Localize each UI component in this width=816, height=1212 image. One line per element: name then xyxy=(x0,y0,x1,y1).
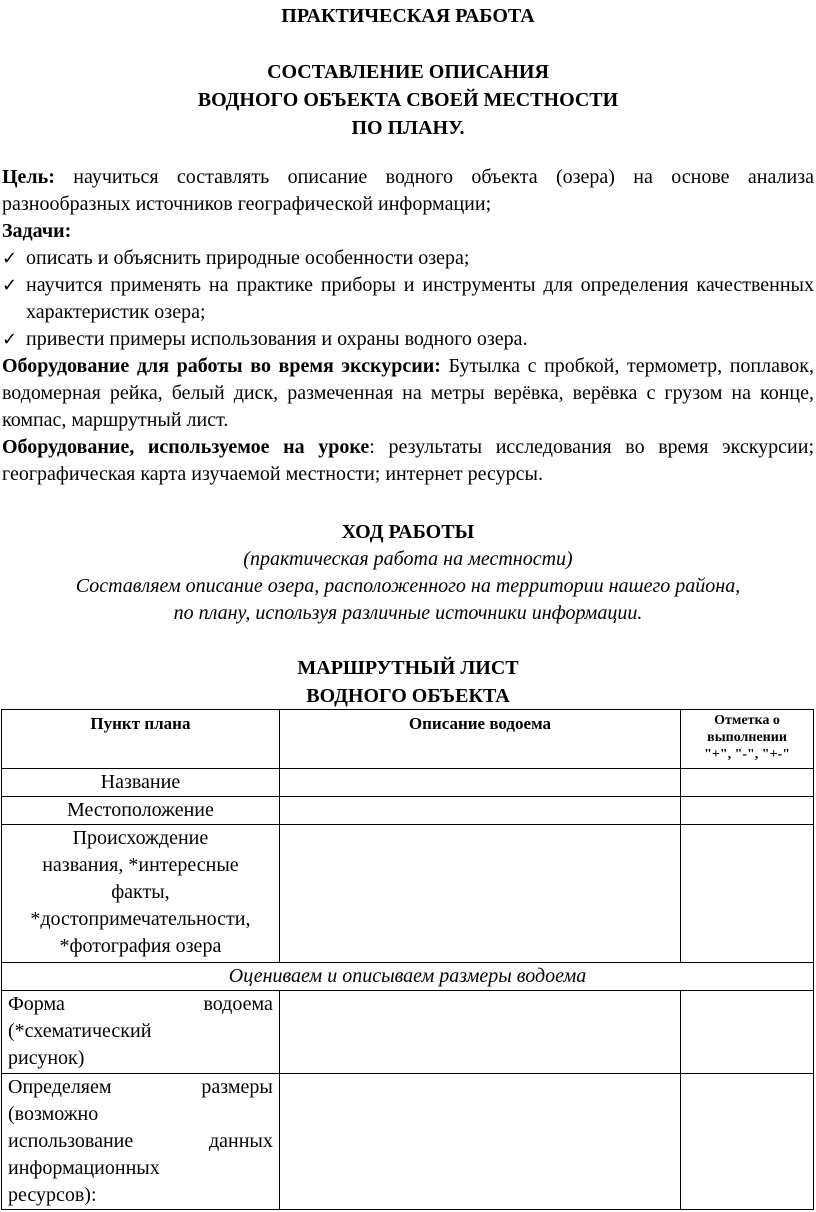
subtitle-line-3: ПО ПЛАНУ. xyxy=(351,117,465,139)
header-description: Описание водоема xyxy=(279,710,680,769)
subtitle-line-2: ВОДНОГО ОБЪЕКТА СВОЕЙ МЕСТНОСТИ xyxy=(197,89,619,111)
task-item: ✓ описать и объяснить природные особенности озера; xyxy=(2,245,814,272)
equipment-lesson: Оборудование, используемое на уроке: результаты исследования во время экскурсии; географическая карта изучаемой местности; интернет ресурсы. xyxy=(2,436,814,485)
checkmark-icon: ✓ xyxy=(2,275,18,296)
mark-cell-shape[interactable] xyxy=(681,991,814,1074)
equipment-excursion: Оборудование для работы во время экскурсии: Бутылка с пробкой, термометр, поплавок, водомерная рейка, белый диск, размеченная на метры верёвка, верёвка с грузом на конце, компас, маршрутный лист. xyxy=(2,355,814,431)
goal-section xyxy=(2,164,814,488)
table-row xyxy=(2,1074,814,1210)
goal-label: Цель: xyxy=(2,166,55,188)
table-row xyxy=(2,797,814,825)
progress-line-1: Составляем описание озера, расположенного на территории нашего района, xyxy=(75,575,741,597)
mark-cell-name[interactable] xyxy=(681,769,814,797)
row-label-size: Определяем размеры (возможно использование данных информационных ресурсов): xyxy=(2,1074,280,1210)
description-cell-location[interactable] xyxy=(279,797,680,825)
table-section-row xyxy=(2,963,814,991)
route-sheet-title-2: ВОДНОГО ОБЪЕКТА xyxy=(306,685,510,707)
progress-subtitle: (практическая работа на местности) xyxy=(243,548,573,570)
description-cell-shape[interactable] xyxy=(279,991,680,1074)
route-sheet-table xyxy=(1,709,814,1210)
section-header-size: Оцениваем и описываем размеры водоема xyxy=(2,963,814,991)
progress-title: ХОД РАБОТЫ xyxy=(341,521,475,543)
subtitle-line-1: СОСТАВЛЕНИЕ ОПИСАНИЯ xyxy=(267,61,549,83)
route-sheet-title-1: МАРШРУТНЫЙ ЛИСТ xyxy=(297,657,519,679)
table-row xyxy=(2,991,814,1074)
header-plan-item: Пункт плана xyxy=(2,710,280,769)
progress-line-2: по плану, используя различные источники информации. xyxy=(173,602,643,624)
row-label-location: Местоположение xyxy=(2,797,280,825)
table-header-row xyxy=(2,710,814,769)
description-cell-origin[interactable] xyxy=(279,825,680,963)
page-title: ПРАКТИЧЕСКАЯ РАБОТА xyxy=(281,5,535,27)
goal-text: научиться составлять описание водного объекта (озера) на основе анализа разнообразных источников географической информации; xyxy=(2,166,814,215)
table-row xyxy=(2,769,814,797)
task-item: ✓ научится применять на практике приборы и инструменты для определения качественных характеристик озера; xyxy=(2,274,814,323)
checkmark-icon: ✓ xyxy=(2,248,18,269)
mark-cell-size[interactable] xyxy=(681,1074,814,1210)
checkmark-icon: ✓ xyxy=(2,329,18,350)
row-label-name: Название xyxy=(2,769,280,797)
mark-cell-origin[interactable] xyxy=(681,825,814,963)
table-row xyxy=(2,825,814,963)
mark-cell-location[interactable] xyxy=(681,797,814,825)
description-cell-size[interactable] xyxy=(279,1074,680,1210)
task-item: ✓ привести примеры использования и охраны водного озера. xyxy=(2,326,814,353)
header-completion-mark: Отметка о выполнении "+", "-", "+-" xyxy=(681,710,814,769)
description-cell-name[interactable] xyxy=(279,769,680,797)
row-label-origin: Происхождение названия, *интересные факты, *достопримечательности, *фотография озера xyxy=(2,825,280,963)
tasks-label: Задачи: xyxy=(2,220,72,242)
row-label-shape: Форма водоема (*схематический рисунок) xyxy=(2,991,280,1074)
